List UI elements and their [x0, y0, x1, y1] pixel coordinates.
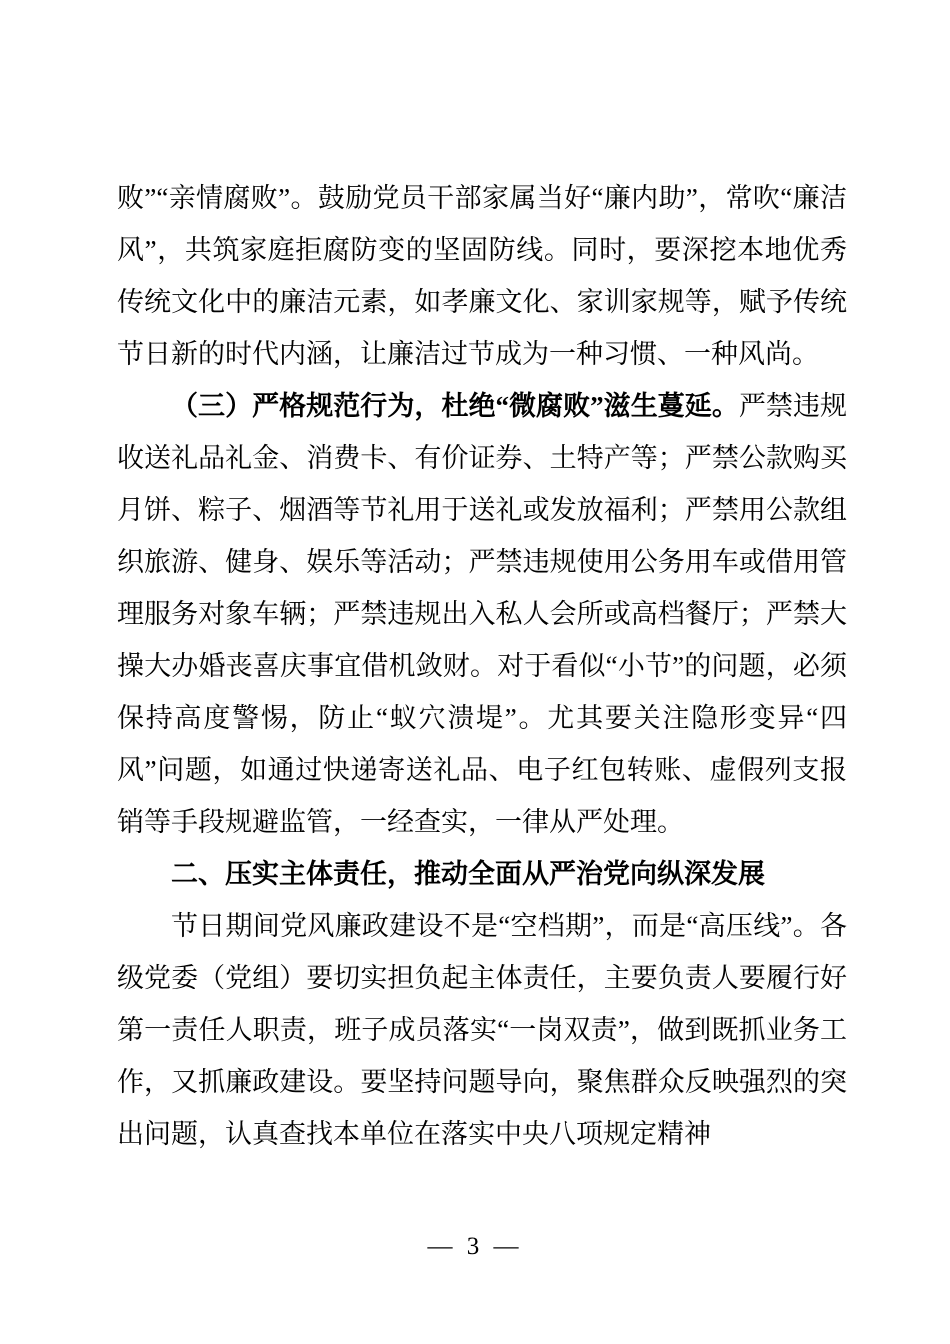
paragraph-responsibility [117, 900, 847, 1160]
document-body [117, 172, 847, 1160]
paragraph-continuation-text: 败”“亲情腐败”。鼓励党员干部家属当好“廉内助”，常吹“廉洁风”，共筑家庭拒腐防变的坚固防线。同时，要深挖本地优秀传统文化中的廉洁元素，如孝廉文化、家训家规等，赋予传统节日新的时代内涵，让廉洁过节成为一种习惯、一种风尚。 [117, 183, 847, 369]
section-three-heading-run: （三）严格规范行为，杜绝“微腐败”滋生蔓延。 [171, 391, 739, 421]
page-number-text: — 3 — [427, 1233, 523, 1260]
paragraph-section-three [117, 380, 847, 848]
paragraph-continuation [117, 172, 847, 380]
paragraph-responsibility-text: 节日期间党风廉政建设不是“空档期”，而是“高压线”。各级党委（党组）要切实担负起主体责任，主要负责人要履行好第一责任人职责，班子成员落实“一岗双责”，做到既抓业务工作，又抓廉政建设。要坚持问题导向，聚焦群众反映强烈的突出问题，认真查找本单位在落实中央八项规定精神 [117, 911, 847, 1149]
section-two-heading: 二、压实主体责任，推动全面从严治党向纵深发展 [171, 859, 765, 889]
page-number [0, 1230, 950, 1264]
section-three-body-text: 严禁违规收送礼品礼金、消费卡、有价证券、土特产等；严禁公款购买月饼、粽子、烟酒等节礼用于送礼或发放福利；严禁用公款组织旅游、健身、娱乐等活动；严禁违规使用公务用车或借用管理服务对象车辆；严禁违规出入私人会所或高档餐厅；严禁大操大办婚丧喜庆事宜借机敛财。对于看似“小节”的问题，必须保持高度警惕，防止“蚁穴溃堤”。尤其要关注隐形变异“四风”问题，如通过快递寄送礼品、电子红包转账、虚假列支报销等手段规避监管，一经查实，一律从严处理。 [117, 391, 848, 837]
